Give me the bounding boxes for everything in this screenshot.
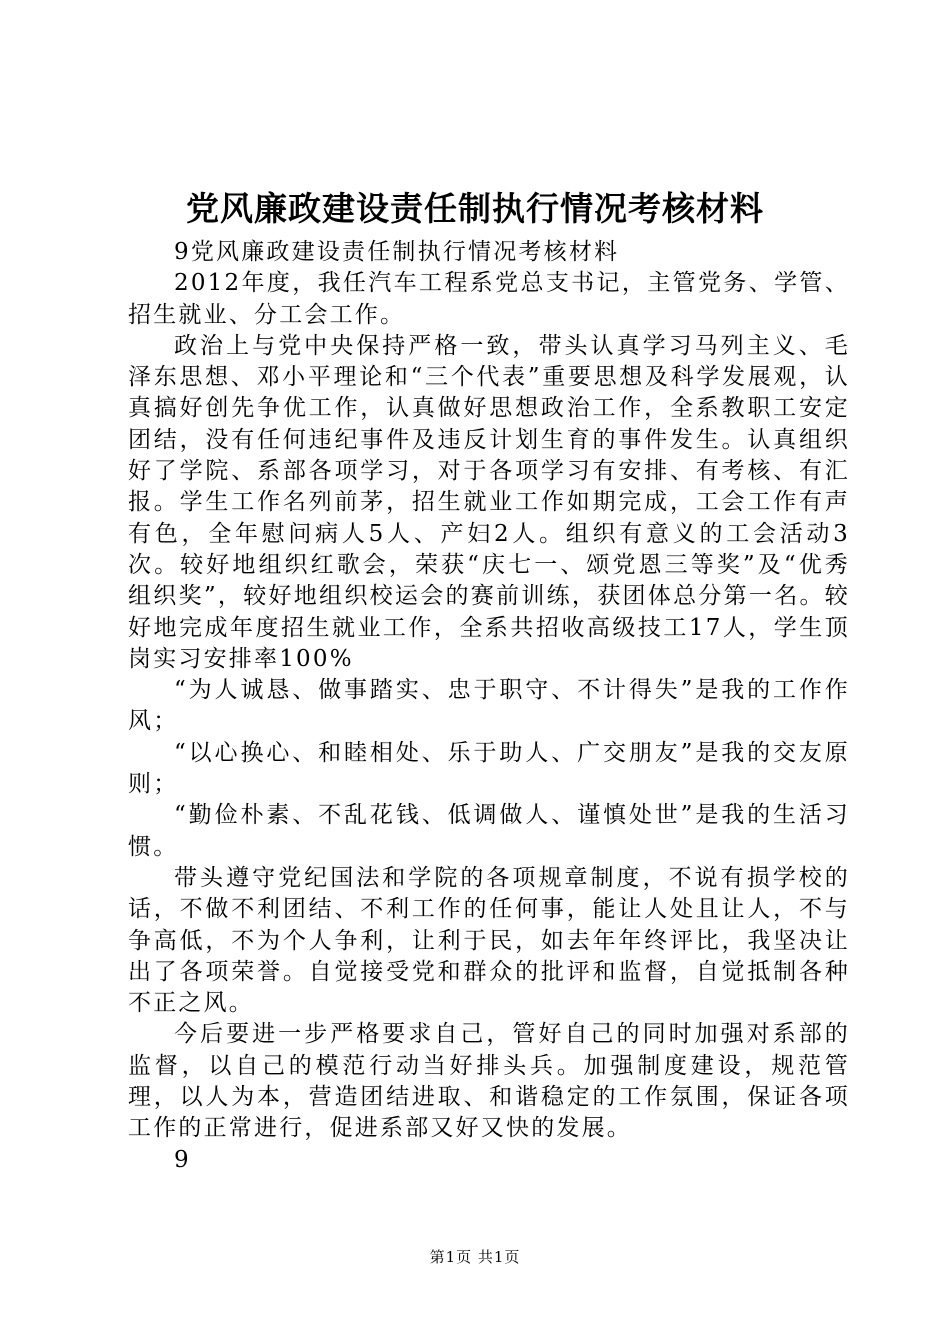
paragraph-future-plan: 今后要进一步严格要求自己，管好自己的同时加强对系部的监督，以自己的模范行动当好排头兵。加强制度建设，规范管理，以人为本，营造团结进取、和谐稳定的工作氛围，保证各项工作的正常进行，促进系部又好又快的发展。 [128,1021,850,1142]
paragraph-intro: 2012年度，我任汽车工程系党总支书记，主管党务、学管、招生就业、分工会工作。 [128,270,850,328]
paragraph-work-style: “为人诚恳、做事踏实、忠于职守、不计得失”是我的工作作风； [128,677,850,735]
document-body [128,237,850,1176]
document-title: 党风廉政建设责任制执行情况考核材料 [186,189,764,228]
paragraph-trailing-number: 9 [174,1146,191,1173]
paragraph-life-habit: “勤俭朴素、不乱花钱、低调做人、谨慎处世”是我的生活习惯。 [128,802,850,860]
paragraph-friendship-principle: “以心换心、和睦相处、乐于助人、广交朋友”是我的交友原则； [128,739,850,798]
paragraph-subtitle: 9党风廉政建设责任制执行情况考核材料 [174,239,620,265]
paragraph-discipline: 带头遵守党纪国法和学院的各项规章制度，不说有损学校的话，不做不利团结、不利工作的任何事，能让人处且让人，不与争高低，不为个人争利，让利于民，如去年年终评比，我坚决让出了各项荣誉。自觉接受党和群众的批评和监督，自觉抵制各种不正之风。 [128,864,850,1017]
page-footer: 第1页 共1页 [429,1248,521,1266]
paragraph-political-work: 政治上与党中央保持严格一致，带头认真学习马列主义、毛泽东思想、邓小平理论和“三个代表”重要思想及科学发展观，认真搞好创先争优工作，认真做好思想政治工作，全系教职工安定团结，没有任何违纪事件及违反计划生育的事件发生。认真组织好了学院、系部各项学习，对于各项学习有安排、有考核、有汇报。学生工作名列前茅，招生就业工作如期完成，工会工作有声有色，全年慰问病人5人、产妇2人。组织有意义的工会活动3次。较好地组织红歌会，荣获“庆七一、颂党恩三等奖”及“优秀组织奖”，较好地组织校运会的赛前训练，获团体总分第一名。较好地完成年度招生就业工作，全系共招收高级技工17人，学生顶岗实习安排率100% [128,332,850,672]
